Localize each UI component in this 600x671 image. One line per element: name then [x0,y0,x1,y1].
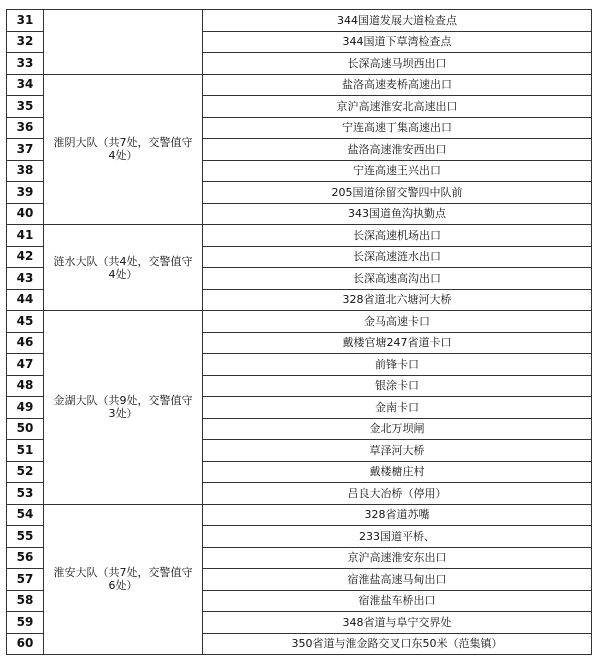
row-number: 42 [7,246,44,268]
row-number: 43 [7,268,44,290]
row-number: 44 [7,289,44,311]
row-number: 48 [7,375,44,397]
row-number: 33 [7,53,44,75]
location-cell: 宁连高速王兴出口 [203,160,592,182]
location-cell: 长深高速马坝西出口 [203,53,592,75]
row-number: 55 [7,526,44,548]
table-row [7,311,592,333]
row-number: 53 [7,483,44,505]
table-row [7,10,592,32]
row-number: 54 [7,504,44,526]
row-number: 49 [7,397,44,419]
location-cell: 344国道发展大道检查点 [203,10,592,32]
group-cell: 淮阴大队（共7处，交警值守4处） [44,74,203,225]
location-cell: 金北万坝闸 [203,418,592,440]
location-cell: 宿淮盐车桥出口 [203,590,592,612]
row-number: 46 [7,332,44,354]
location-cell: 长深高速机场出口 [203,225,592,247]
location-cell: 宁连高速丁集高速出口 [203,117,592,139]
row-number: 38 [7,160,44,182]
row-number: 35 [7,96,44,118]
location-cell: 350省道与淮金路交叉口东50米（范集镇） [203,633,592,655]
location-cell: 前锋卡口 [203,354,592,376]
row-number: 39 [7,182,44,204]
location-cell: 金南卡口 [203,397,592,419]
table-row [7,225,592,247]
location-cell: 343国道鱼沟执勤点 [203,203,592,225]
location-cell: 328省道苏嘴 [203,504,592,526]
row-number: 37 [7,139,44,161]
location-cell: 盐洛高速麦桥高速出口 [203,74,592,96]
group-cell: 淮安大队（共7处，交警值守6处） [44,504,203,655]
row-number: 58 [7,590,44,612]
location-cell: 戴楼榶庄村 [203,461,592,483]
location-cell: 银涂卡口 [203,375,592,397]
row-number: 47 [7,354,44,376]
location-cell: 205国道徐留交警四中队前 [203,182,592,204]
location-cell: 草泽河大桥 [203,440,592,462]
row-number: 56 [7,547,44,569]
group-cell [44,10,203,75]
location-cell: 长深高速高沟出口 [203,268,592,290]
group-cell: 金湖大队（共9处，交警值守3处） [44,311,203,505]
row-number: 59 [7,612,44,634]
location-cell: 344国道下草湾检查点 [203,31,592,53]
location-cell: 戴楼官塘247省道卡口 [203,332,592,354]
location-cell: 长深高速涟水出口 [203,246,592,268]
row-number: 36 [7,117,44,139]
row-number: 60 [7,633,44,655]
location-cell: 盐洛高速淮安西出口 [203,139,592,161]
location-cell: 348省道与阜宁交界处 [203,612,592,634]
row-number: 40 [7,203,44,225]
table-row [7,504,592,526]
row-number: 51 [7,440,44,462]
group-cell: 涟水大队（共4处，交警值守4处） [44,225,203,311]
row-number: 41 [7,225,44,247]
location-cell: 吕良大冶桥（停用） [203,483,592,505]
location-cell: 金马高速卡口 [203,311,592,333]
location-cell: 233国道平桥、 [203,526,592,548]
location-cell: 京沪高速淮安北高速出口 [203,96,592,118]
row-number: 32 [7,31,44,53]
table-row [7,74,592,96]
location-cell: 宿淮盐高速马甸出口 [203,569,592,591]
row-number: 45 [7,311,44,333]
row-number: 57 [7,569,44,591]
location-cell: 328省道北六塘河大桥 [203,289,592,311]
row-number: 34 [7,74,44,96]
row-number: 50 [7,418,44,440]
row-number: 31 [7,10,44,32]
location-cell: 京沪高速淮安东出口 [203,547,592,569]
row-number: 52 [7,461,44,483]
checkpoint-table [6,9,592,655]
